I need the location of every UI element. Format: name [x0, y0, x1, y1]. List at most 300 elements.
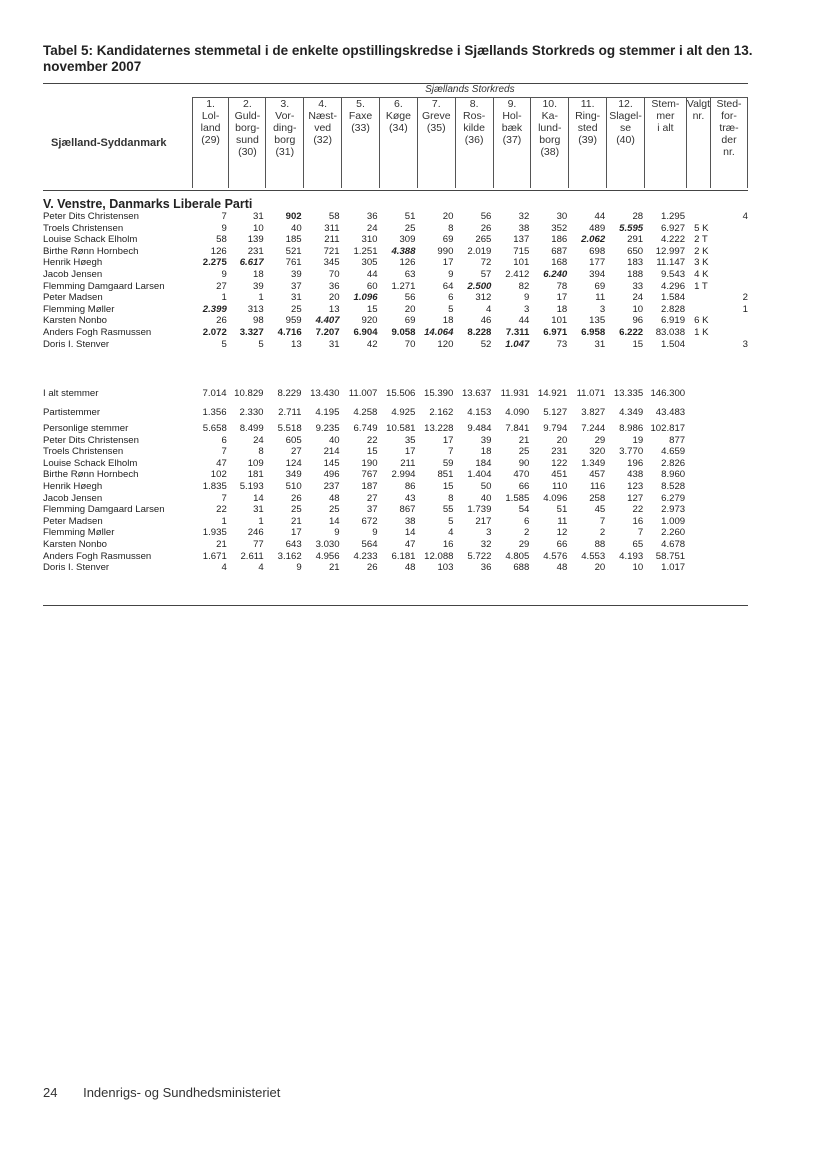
column-header-line: borg [539, 134, 561, 146]
cell-district-11: 3 [599, 303, 606, 315]
cell-stedfortraeder [711, 234, 748, 246]
cell-stedfortraeder [711, 516, 748, 528]
cell-district-8: 18 [480, 446, 492, 458]
cell-district-7: 17 [442, 434, 454, 446]
cell-district-5: 42 [366, 338, 378, 350]
cell-district-10: 48 [556, 562, 568, 574]
cell-district-9: 4.090 [505, 406, 530, 418]
cell-district-9: 2.412 [505, 268, 530, 280]
cell-district-7: 990 [437, 245, 454, 257]
cell-district-7: 64 [442, 280, 454, 292]
column-header-line [418, 146, 455, 158]
cell-district-7: 120 [437, 338, 454, 350]
cell-district-7: 15 [442, 480, 454, 492]
cell-district-12: 4.193 [619, 550, 644, 562]
column-header-line: bæk [501, 122, 523, 134]
cell-valgt [688, 304, 711, 316]
candidate-row [43, 234, 748, 246]
table-title: Tabel 5: Kandidaternes stemmetal i de enkelte opstillingskredse i Sjællands Storkreds og stemmer i alt den 13. november 2007 [43, 43, 753, 74]
cell-district-1: 5.658 [202, 423, 227, 434]
column-header-line [193, 158, 229, 170]
column-header-line [607, 146, 644, 158]
column-header-line: Ka- [541, 110, 558, 122]
column-header-12 [607, 98, 645, 189]
cell-district-12: 22 [632, 504, 644, 516]
column-header-line [687, 146, 710, 158]
column-header-line: Greve [421, 110, 451, 122]
cell-district-12: 188 [627, 268, 644, 280]
cell-district-1: 1.356 [202, 406, 227, 418]
cell-district-12: 13.335 [613, 387, 644, 399]
cell-district-8: 4.153 [467, 406, 492, 418]
column-header-line [607, 158, 644, 170]
cell-district-12: 28 [632, 211, 644, 222]
column-header-line: borg- [235, 122, 260, 134]
column-header-2 [229, 98, 266, 189]
column-header-line: 12. [618, 98, 633, 110]
candidate-row [43, 292, 748, 304]
cell-district-12: 650 [627, 245, 644, 257]
column-header-line [266, 158, 303, 170]
cell-district-10: 6.240 [543, 268, 568, 280]
cell-stedfortraeder: 2 [742, 292, 748, 304]
column-header-line [229, 158, 265, 170]
personal-votes-row [43, 551, 748, 563]
cell-district-10: 231 [551, 446, 568, 458]
cell-district-12: 6.222 [619, 326, 644, 338]
cell-district-5: 15 [366, 446, 378, 458]
cell-district-10: 11 [557, 515, 568, 527]
cell-district-6: 6.181 [391, 550, 416, 562]
cell-district-10: 14.921 [537, 387, 568, 399]
column-header-line [193, 146, 229, 158]
cell-district-9: 137 [513, 234, 530, 246]
cell-district-4: 9.235 [315, 423, 340, 434]
column-header-line: der [721, 134, 737, 146]
cell-valgt [688, 458, 711, 470]
cell-district-7: 4 [448, 527, 454, 539]
column-header-line [380, 158, 417, 170]
column-header-line [687, 158, 710, 170]
footer-text: Indenrigs- og Sundhedsministeriet [83, 1085, 281, 1100]
cell-district-2: 98 [253, 315, 264, 327]
row-label: Birthe Rønn Hornbech [43, 245, 139, 257]
row-label: Troels Christensen [43, 222, 124, 234]
cell-district-11: 4.553 [581, 550, 606, 562]
cell-district-2: 1 [258, 515, 264, 527]
cell-total: 43.483 [655, 406, 686, 418]
cell-district-12: 24 [632, 292, 644, 304]
row-label: Doris I. Stenver [43, 338, 110, 350]
row-label: Flemming Damgaard Larsen [43, 504, 165, 516]
cell-stedfortraeder [711, 281, 748, 293]
cell-district-7: 17 [442, 257, 454, 269]
cell-stedfortraeder [711, 504, 748, 516]
cell-district-1: 26 [216, 315, 227, 327]
cell-total: 2.826 [661, 457, 686, 469]
column-header-line: (30) [238, 146, 257, 158]
cell-district-4: 40 [328, 434, 340, 446]
column-header-line [456, 146, 493, 158]
cell-district-4: 14 [328, 515, 340, 527]
cell-total: 2.260 [661, 527, 686, 539]
column-header-line: nr. [692, 110, 705, 122]
region-left-label: Sjælland-Syddanmark [51, 136, 167, 149]
cell-district-11: 177 [589, 257, 606, 269]
cell-district-11: 698 [589, 245, 606, 257]
column-header-line: ved [314, 122, 332, 134]
cell-district-12: 3.770 [619, 446, 644, 458]
cell-district-12: 10 [632, 562, 644, 574]
cell-total: 2.973 [661, 504, 686, 516]
cell-district-1: 1.935 [202, 527, 227, 539]
cell-district-7: 5 [448, 515, 454, 527]
cell-district-2: 10.829 [234, 387, 264, 399]
cell-district-6: 86 [404, 480, 416, 492]
cell-district-6: 48 [404, 562, 416, 574]
cell-total: 1.017 [661, 562, 686, 574]
cell-district-3: 643 [285, 538, 302, 550]
cell-district-12: 4.349 [619, 406, 644, 418]
cell-district-5: 11.007 [348, 387, 378, 399]
cell-district-6: 4.925 [391, 406, 416, 418]
cell-district-10: 451 [551, 469, 568, 481]
column-header-line: lund- [538, 122, 562, 134]
column-header-line [645, 158, 686, 170]
cell-district-5: 1.096 [353, 292, 378, 304]
cell-district-3: 761 [285, 257, 302, 269]
cell-district-4: 311 [324, 222, 340, 234]
cell-district-11: 2 [599, 527, 606, 539]
row-label: Karsten Nonbo [43, 315, 107, 327]
personal-votes-row [43, 562, 748, 574]
cell-district-4: 21 [328, 562, 340, 574]
cell-total: 6.279 [661, 492, 686, 504]
column-header-line: (34) [389, 122, 408, 134]
row-label: Peter Dits Christensen [43, 211, 139, 222]
cell-total: 2.828 [661, 303, 686, 315]
cell-district-2: 39 [253, 280, 264, 292]
cell-district-8: 2.019 [467, 245, 492, 257]
cell-total: 58.751 [655, 550, 686, 562]
candidate-row [43, 223, 748, 235]
cell-district-8: 26 [480, 222, 492, 234]
personal-votes-row [43, 504, 748, 516]
cell-stedfortraeder [711, 493, 748, 505]
cell-district-8: 265 [475, 234, 492, 246]
cell-valgt [688, 384, 711, 403]
cell-district-3: 26 [291, 492, 302, 504]
cell-stedfortraeder [711, 403, 748, 422]
cell-district-11: 29 [594, 434, 606, 446]
cell-district-5: 44 [366, 268, 378, 280]
column-header-line: Guld- [234, 110, 261, 122]
cell-district-7: 8 [448, 492, 454, 504]
cell-stedfortraeder [711, 527, 748, 539]
cell-district-1: 7.014 [202, 387, 227, 399]
cell-district-3: 13 [290, 338, 302, 350]
cell-total: 6.919 [661, 315, 686, 327]
candidate-row [43, 327, 748, 339]
cell-district-11: 45 [594, 504, 606, 516]
column-header-line [711, 158, 747, 170]
column-header-line [569, 146, 606, 158]
cell-district-4: 58 [328, 211, 340, 222]
cell-district-5: 305 [361, 257, 378, 269]
cell-district-1: 2.072 [202, 326, 227, 338]
cell-district-4: 211 [324, 234, 340, 246]
column-header-line: (38) [540, 146, 560, 158]
cell-district-5: 26 [366, 562, 378, 574]
cell-district-5: 22 [366, 434, 378, 446]
cell-district-3: 25 [291, 504, 302, 516]
cell-stedfortraeder [711, 384, 748, 403]
cell-district-6: 15.506 [386, 387, 416, 399]
cell-total: 83.038 [655, 326, 686, 338]
cell-district-6: 126 [399, 257, 416, 269]
row-label: Doris I. Stenver [43, 562, 110, 574]
cell-valgt [688, 435, 711, 447]
column-header-line [494, 146, 531, 158]
column-header-line [342, 134, 379, 146]
column-header-line: Slagel- [609, 110, 642, 122]
cell-valgt [688, 403, 711, 422]
cell-district-9: 54 [518, 504, 530, 516]
cell-district-9: 7.311 [505, 326, 530, 338]
cell-district-1: 6 [221, 434, 227, 446]
column-header-line: Køge [385, 110, 411, 122]
cell-district-1: 1 [221, 292, 227, 304]
column-header-line: 1. [206, 98, 215, 110]
cell-district-5: 920 [361, 315, 378, 327]
cell-district-3: 27 [291, 446, 302, 458]
cell-district-3: 40 [290, 222, 302, 234]
row-label: Personlige stemmer [43, 423, 129, 434]
cell-total: 1.009 [661, 515, 686, 527]
column-header-line: (29) [201, 134, 220, 146]
totals-table [43, 384, 748, 422]
cell-district-12: 438 [627, 469, 644, 481]
cell-district-1: 1.671 [202, 550, 227, 562]
cell-district-4: 48 [328, 492, 340, 504]
cell-district-12: 19 [632, 434, 644, 446]
personal-votes-row [43, 435, 748, 447]
cell-district-7: 851 [437, 469, 454, 481]
column-header-line: land [200, 122, 221, 134]
cell-district-5: 6.904 [353, 326, 378, 338]
cell-district-12: 96 [632, 315, 644, 327]
column-header-line: nr. [723, 146, 735, 158]
cell-district-1: 1.835 [202, 480, 227, 492]
personal-votes-row [43, 539, 748, 551]
cell-district-1: 47 [216, 457, 227, 469]
cell-district-10: 101 [551, 315, 568, 327]
cell-district-2: 109 [247, 457, 264, 469]
cell-district-3: 124 [285, 457, 302, 469]
column-header-line [304, 158, 341, 170]
cell-district-5: 310 [361, 234, 378, 246]
column-header-line: 8. [469, 98, 479, 110]
cell-district-9: 101 [513, 257, 530, 269]
column-header-1 [192, 98, 229, 189]
cell-district-8: 184 [475, 457, 492, 469]
cell-district-6: 35 [404, 434, 416, 446]
personal-votes-row [43, 527, 748, 539]
column-header-line: for- [721, 110, 737, 122]
personal-votes-table [43, 423, 748, 574]
cell-district-6: 20 [404, 303, 416, 315]
cell-district-7: 15.390 [423, 387, 454, 399]
cell-district-12: 183 [627, 257, 644, 269]
cell-district-2: 246 [247, 527, 264, 539]
column-header-line: 5. [356, 98, 365, 110]
row-label: Peter Madsen [43, 292, 103, 304]
cell-valgt [688, 469, 711, 481]
cell-district-12: 127 [627, 492, 644, 504]
cell-district-3: 959 [285, 315, 302, 327]
cell-district-7: 18 [442, 315, 454, 327]
cell-district-2: 181 [247, 469, 264, 481]
cell-district-10: 110 [552, 480, 568, 492]
column-header-line: 2. [243, 98, 252, 110]
cell-district-11: 88 [594, 538, 606, 550]
cell-district-11: 6.958 [581, 326, 606, 338]
cell-district-11: 3.827 [581, 406, 606, 418]
cell-total: 877 [669, 434, 686, 446]
cell-district-7: 6 [448, 292, 454, 304]
candidate-row [43, 211, 748, 223]
cell-district-6: 309 [399, 234, 416, 246]
cell-valgt: 5 K [694, 222, 709, 234]
row-label: Karsten Nonbo [43, 538, 107, 550]
row-label: Peter Madsen [43, 515, 103, 527]
row-label: Henrik Høegh [43, 480, 103, 492]
cell-district-11: 135 [589, 315, 606, 327]
cell-district-12: 16 [632, 515, 644, 527]
cell-district-7: 8 [448, 222, 454, 234]
column-header-line: borg [274, 134, 296, 146]
column-header-line [456, 158, 493, 170]
row-label: Partistemmer [43, 406, 101, 418]
cell-district-10: 687 [551, 245, 568, 257]
cell-district-9: 11.931 [500, 387, 530, 399]
cell-district-1: 21 [216, 538, 227, 550]
cell-district-3: 185 [285, 234, 302, 246]
cell-district-9: 715 [513, 245, 530, 257]
cell-district-12: 8.986 [619, 423, 644, 434]
column-header-line: 3. [280, 98, 290, 110]
cell-district-9: 38 [518, 222, 530, 234]
cell-district-12: 7 [637, 527, 644, 539]
cell-district-5: 37 [366, 504, 378, 516]
cell-district-9: 1.047 [505, 338, 530, 350]
personal-votes-row [43, 516, 748, 528]
cell-district-6: 10.581 [386, 423, 416, 434]
column-header-9 [493, 98, 531, 189]
cell-district-9: 7.841 [505, 423, 530, 434]
column-header-line: ding- [273, 122, 297, 134]
column-header-line: Vor- [275, 110, 295, 122]
cell-valgt: 2 K [694, 245, 709, 257]
column-header-line: kilde [463, 122, 485, 134]
cell-district-3: 510 [285, 480, 302, 492]
cell-district-10: 66 [556, 538, 568, 550]
cell-district-6: 51 [404, 211, 416, 222]
cell-stedfortraeder [711, 469, 748, 481]
row-label: Jacob Jensen [43, 268, 103, 280]
cell-district-3: 21 [291, 515, 302, 527]
personal-votes-row [43, 469, 748, 481]
cell-district-12: 5.595 [619, 222, 644, 234]
column-header-line: (39) [578, 134, 597, 146]
cell-district-2: 313 [247, 303, 264, 315]
cell-district-6: 867 [399, 504, 416, 516]
cell-valgt [688, 504, 711, 516]
cell-district-1: 4 [221, 562, 227, 574]
cell-stedfortraeder [711, 423, 748, 435]
row-label: Anders Fogh Rasmussen [43, 326, 152, 338]
cell-district-9: 2 [524, 527, 530, 539]
cell-total: 4.222 [661, 234, 686, 246]
candidate-row [43, 304, 748, 316]
cell-stedfortraeder [711, 446, 748, 458]
column-header-line [494, 158, 531, 170]
cell-district-1: 2.399 [202, 303, 227, 315]
column-header-line [687, 134, 710, 146]
cell-total: 8.960 [661, 469, 686, 481]
cell-district-10: 20 [556, 434, 568, 446]
column-header-line: 10. [542, 98, 558, 110]
personal-votes-total-row [43, 423, 748, 435]
cell-district-7: 103 [437, 562, 454, 574]
cell-district-4: 496 [323, 469, 340, 481]
candidate-row [43, 269, 748, 281]
column-header-line [531, 158, 568, 170]
cell-district-11: 116 [589, 480, 606, 492]
cell-district-9: 688 [513, 562, 530, 574]
cell-valgt: 6 K [694, 315, 709, 327]
cell-district-7: 13.228 [424, 423, 454, 434]
cell-valgt [688, 516, 711, 528]
cell-valgt [688, 539, 711, 551]
column-header-line: (33) [351, 122, 370, 134]
column-header-14 [686, 98, 710, 189]
cell-district-6: 4.388 [391, 245, 416, 257]
cell-district-2: 5 [258, 338, 264, 350]
cell-district-12: 196 [627, 457, 644, 469]
column-header-13 [645, 98, 687, 189]
cell-district-9: 1.585 [505, 492, 530, 504]
cell-valgt [688, 481, 711, 493]
cell-district-5: 187 [361, 480, 378, 492]
row-label: Flemming Møller [43, 303, 115, 315]
cell-total: 146.300 [650, 387, 686, 399]
cell-district-11: 394 [589, 268, 606, 280]
column-header-5 [342, 98, 380, 189]
cell-district-3: 605 [285, 434, 302, 446]
cell-district-11: 44 [594, 211, 606, 222]
column-header-line [687, 122, 710, 134]
row-label: Anders Fogh Rasmussen [43, 550, 152, 562]
cell-district-3: 37 [290, 280, 302, 292]
cell-district-11: 1.349 [581, 457, 606, 469]
cell-district-6: 56 [404, 292, 416, 304]
cell-district-10: 4.576 [543, 550, 568, 562]
cell-district-1: 7 [221, 492, 227, 504]
cell-district-10: 186 [551, 234, 568, 246]
party-heading: V. Venstre, Danmarks Liberale Parti [43, 197, 253, 211]
cell-district-6: 38 [404, 515, 416, 527]
